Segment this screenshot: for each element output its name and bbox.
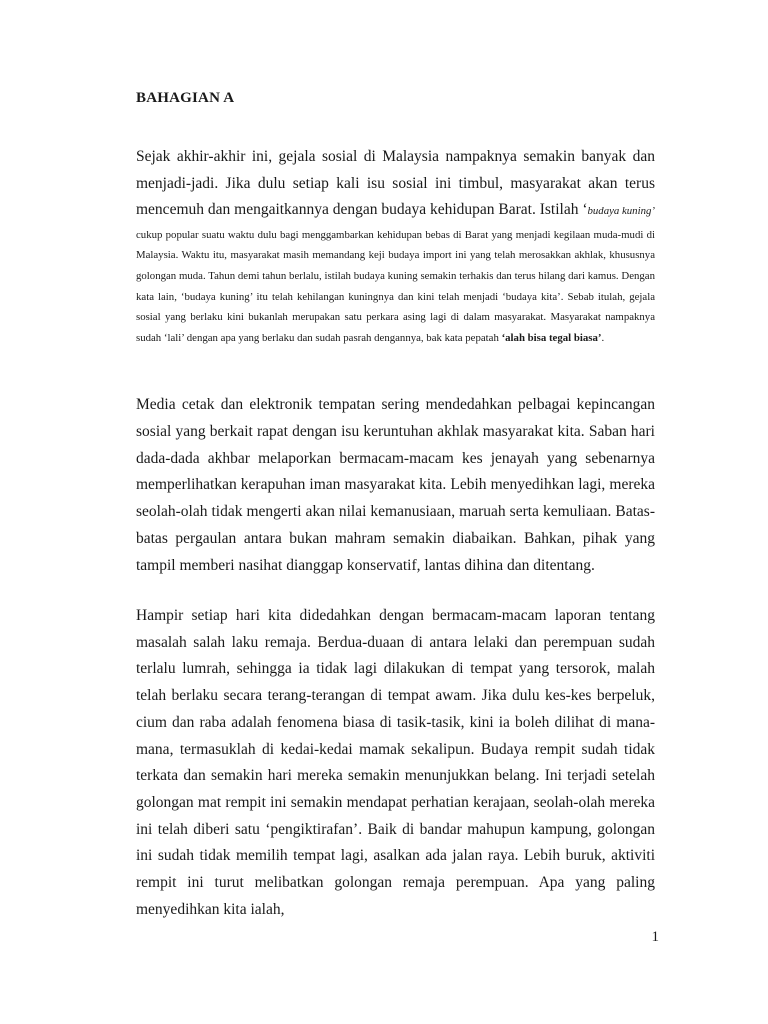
paragraph-1-lead	[136, 144, 655, 225]
term-budaya-kuning: budaya kuning’	[587, 205, 655, 217]
paragraph-1-lead-text: Sejak akhir-akhir ini, gejala sosial di Malaysia nampaknya semakin banyak dan menjadi-jadi. Jika dulu setiap kali isu sosial ini timbul, masyarakat akan terus mencemuh dan mengaitkannya dengan budaya kehidupan Barat. Istilah ‘	[136, 148, 655, 218]
page-number: 1	[651, 929, 659, 945]
paragraph-1-small-end: .	[601, 332, 605, 345]
proverb-alah-bisa: ‘alah bisa tegal biasa’	[501, 332, 602, 345]
paragraph-3: Hampir setiap hari kita didedahkan dengan bermacam-macam laporan tentang masalah salah laku remaja. Berdua-duaan di antara lelaki dan perempuan sudah terlalu lumrah, sehingga ia tidak lagi dilakukan di tempat yang tersorok, malah telah berlaku secara terang-terangan di tempat awam. Jika dulu kes-kes berpeluk, cium dan raba adalah fenomena biasa di tasik-tasik, kini ia boleh dilihat di mana-mana, termasuklah di kedai-kedai mamak sekalipun. Budaya rempit sudah tidak terkata dan semakin hari mereka semakin menunjukkan belang. Ini terjadi setelah golongan mat rempit ini semakin mendapat perhatian kerajaan, seolah-olah mereka ini telah diberi satu ‘pengiktirafan’. Baik di bandar mahupun kampung, golongan ini sudah tidak memilih tempat lagi, asalkan ada jalan raya. Lebih buruk, aktiviti rempit ini turut melibatkan golongan remaja perempuan. Apa yang paling menyedihkan kita ialah,	[136, 607, 655, 918]
paragraph-1-small-body: cukup popular suatu waktu dulu bagi menggambarkan kehidupan bebas di Barat yang menjadi kegilaan muda-mudi di Malaysia. Waktu itu, masyarakat masih memandang keji budaya import ini yang telah merosakkan akhlak, khususnya golongan muda. Tahun demi tahun berlalu, istilah budaya kuning semakin terhakis dan terus hilang dari kamus. Dengan kata lain, ‘budaya kuning’ itu telah kehilangan kuningnya dan kini telah menjadi ‘budaya kita’. Sebab itulah, gejala sosial yang berlaku kini bukanlah merupakan satu perkara asing lagi di dalam masyarakat. Masyarakat nampaknya sudah ‘lali’ dengan apa yang berlaku dan sudah pasrah dengannya, bak kata pepatah	[136, 228, 655, 345]
paragraph-2: Media cetak dan elektronik tempatan sering mendedahkan pelbagai kepincangan sosial yang berkait rapat dengan isu keruntuhan akhlak masyarakat kita. Saban hari dada-dada akhbar melaporkan bermacam-macam kes jenayah yang sebenarnya memperlihatkan kerapuhan iman masyarakat kita. Lebih menyedihkan lagi, mereka seolah-olah tidak mengerti akan nilai kemanusiaan, maruah serta kemuliaan. Batas-batas pergaulan antara bukan mahram semakin diabaikan. Bahkan, pihak yang tampil memberi nasihat dianggap konservatif, lantas dihina dan ditentang.	[136, 396, 655, 574]
paragraph-1-small-text	[136, 225, 655, 349]
paragraph-1	[136, 144, 655, 349]
section-heading: BAHAGIAN A	[136, 90, 235, 106]
